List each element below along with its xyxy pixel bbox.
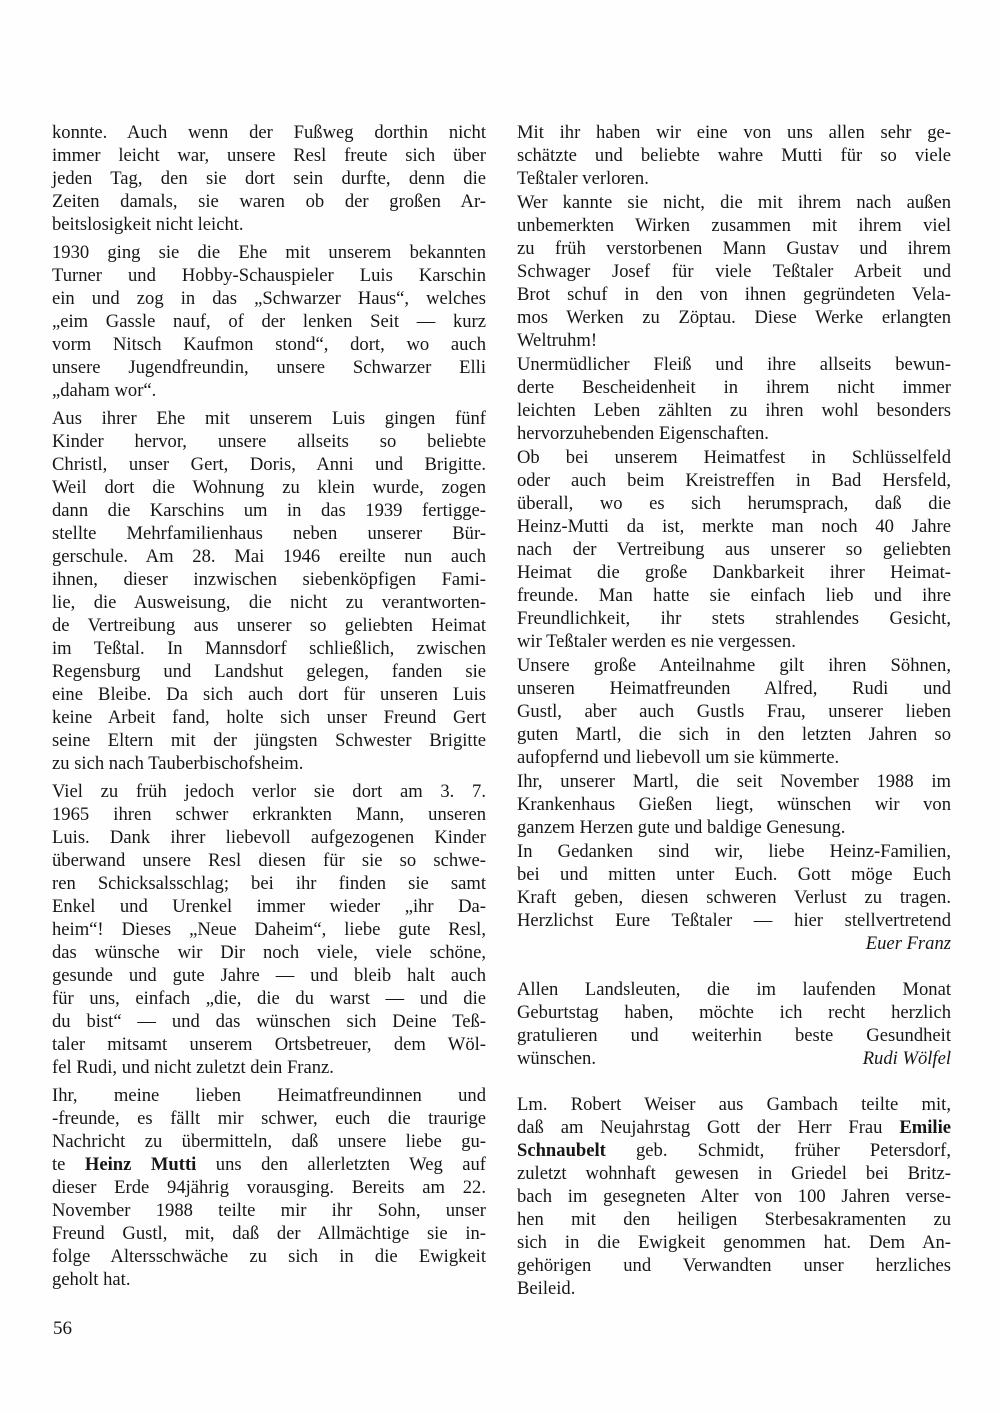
text-line: zu früh verstorbenen Mann Gustav und ihrem xyxy=(517,238,951,259)
text-line: „daham wor“. xyxy=(52,380,157,401)
text-line: Beileid. xyxy=(517,1278,576,1299)
text-line: vorm Nitsch Kaufmon stond“, dort, wo auch xyxy=(52,334,486,355)
text-line: Weil dort die Wohnung zu klein wurde, zogen xyxy=(52,477,486,498)
text-line: Aus ihrer Ehe mit unserem Luis gingen fünf xyxy=(52,408,486,429)
text-line: zuletzt wohnhaft gewesen in Griedel bei Britz- xyxy=(517,1163,951,1184)
text-line xyxy=(517,1047,951,1070)
text-line: oder auch beim Kreistreffen in Bad Hersfeld, xyxy=(517,470,951,491)
text-line: Nachricht zu übermitteln, daß unsere liebe gu- xyxy=(52,1131,486,1152)
text-line: sich in die Ewigkeit genommen hat. Dem An- xyxy=(517,1232,951,1253)
text-line: November 1988 teilte mir ihr Sohn, unser xyxy=(52,1200,486,1221)
text-line: fel Rudi, und nicht zuletzt dein Franz. xyxy=(52,1057,334,1078)
paragraph xyxy=(517,353,951,445)
text-line: unsere Jugendfreundin, unsere Schwarzer Elli xyxy=(52,357,486,378)
paragraph xyxy=(52,241,486,402)
text-line: bei und mitten unter Euch. Gott möge Euch xyxy=(517,864,951,885)
text-line: stellte Mehrfamilienhaus neben unserer Bür- xyxy=(52,523,486,544)
text-line: leichten Leben zählten zu ihren wohl besonders xyxy=(517,400,951,421)
text-line: Mit ihr haben wir eine von uns allen sehr ge- xyxy=(517,122,951,143)
text-run: Emilie xyxy=(899,1117,951,1138)
paragraph xyxy=(517,446,951,653)
text-column-left xyxy=(52,121,486,1291)
text-run: daß am Neujahrstag Gott der Herr Frau xyxy=(517,1117,900,1138)
text-line: Turner und Hobby-Schauspieler Luis Karschin xyxy=(52,265,486,286)
text-line: mos Werken zu Zöptau. Diese Werke erlangten xyxy=(517,307,951,328)
text-line: nach der Vertreibung aus unserer so geliebten xyxy=(517,539,951,560)
text-line: Luis. Dank ihrer liebevoll aufgezogenen Kinder xyxy=(52,827,486,848)
paragraph xyxy=(517,191,951,352)
text-line: gratulieren und weiterhin beste Gesundheit xyxy=(517,1025,951,1046)
text-run: geb. Schmidt, früher Petersdorf, xyxy=(605,1140,951,1161)
text-line xyxy=(517,1116,951,1139)
text-line: Brot schuf in den von ihnen gegründeten Vela- xyxy=(517,284,951,305)
text-line: im Teßtal. In Mannsdorf schließlich, zwischen xyxy=(52,638,486,659)
text-line: das wünsche wir Dir noch viele, viele schöne, xyxy=(52,942,486,963)
text-line: Kraft geben, diesen schweren Verlust zu tragen. xyxy=(517,887,951,908)
text-line xyxy=(517,1139,951,1162)
text-line: folge Altersschwäche zu sich in die Ewigkeit xyxy=(52,1246,486,1267)
text-line: 1965 ihren schwer erkrankten Mann, unseren xyxy=(52,804,486,825)
paragraph xyxy=(517,1093,951,1300)
text-line: keine Arbeit fand, holte sich unser Freund Gert xyxy=(52,707,486,728)
text-line: für uns, einfach „die, die du warst — und die xyxy=(52,988,486,1009)
text-line: ihnen, dieser inzwischen siebenköpfigen Fami- xyxy=(52,569,486,590)
text-line: -freunde, es fällt mir schwer, euch die traurige xyxy=(52,1108,486,1129)
text-line: Herzlichst Eure Teßtaler — hier stellvertretend xyxy=(517,910,951,931)
text-run: te xyxy=(52,1154,85,1175)
text-line: überall, wo es sich herumsprach, daß die xyxy=(517,493,951,514)
text-line: Schwager Josef für viele Teßtaler Arbeit und xyxy=(517,261,951,282)
text-line: Unsere große Anteilnahme gilt ihren Söhnen, xyxy=(517,655,951,676)
text-line: gerschule. Am 28. Mai 1946 ereilte nun auch xyxy=(52,546,486,567)
text-line: Christl, unser Gert, Doris, Anni und Brigitte. xyxy=(52,454,486,475)
text-line: Zeiten damals, sie waren ob der großen Ar- xyxy=(52,191,486,212)
text-line xyxy=(517,932,951,955)
text-line: schätzte und beliebte wahre Mutti für so viele xyxy=(517,145,951,166)
text-line: dieser Erde 94jährig vorausging. Bereits am 22. xyxy=(52,1177,486,1198)
text-line: Viel zu früh jedoch verlor sie dort am 3. 7. xyxy=(52,781,486,802)
text-line: dann die Karschins um in das 1939 fertigge- xyxy=(52,500,486,521)
text-line: Heinz-Mutti da ist, merkte man noch 40 Jahre xyxy=(517,516,951,537)
text-line xyxy=(52,1153,486,1176)
text-line: ein und zog in das „Schwarzer Haus“, welches xyxy=(52,288,486,309)
text-run: Rudi Wölfel xyxy=(862,1048,951,1069)
text-line: freunde. Man hatte sie einfach lieb und ihre xyxy=(517,585,951,606)
split-left xyxy=(517,1047,596,1070)
text-line: geholt hat. xyxy=(52,1269,131,1290)
paragraph xyxy=(52,1084,486,1291)
text-line: taler mitsamt unserem Ortsbetreuer, dem Wöl- xyxy=(52,1034,486,1055)
text-line: unseren Heimatfreunden Alfred, Rudi und xyxy=(517,678,951,699)
text-line: Unermüdlicher Fleiß und ihre allseits bewun- xyxy=(517,354,951,375)
text-line: Allen Landsleuten, die im laufenden Monat xyxy=(517,979,951,1000)
text-line: eine Bleibe. Da sich auch dort für unseren Luis xyxy=(52,684,486,705)
text-line: Ihr, meine lieben Heimatfreundinnen und xyxy=(52,1085,486,1106)
paragraph xyxy=(52,407,486,775)
text-line: Lm. Robert Weiser aus Gambach teilte mit, xyxy=(517,1094,951,1115)
text-line: immer leicht war, unsere Resl freute sich über xyxy=(52,145,486,166)
paragraph xyxy=(517,978,951,1070)
text-line: Freund Gustl, mit, daß der Allmächtige sie in- xyxy=(52,1223,486,1244)
text-line: Gustl, aber auch Gustls Frau, unserer lieben xyxy=(517,701,951,722)
text-line: zu sich nach Tauberbischofsheim. xyxy=(52,753,304,774)
text-line: jeden Tag, den sie dort sein durfte, denn die xyxy=(52,168,486,189)
paragraph xyxy=(52,121,486,236)
text-line: Weltruhm! xyxy=(517,330,598,351)
text-column-right xyxy=(517,121,951,1300)
text-run: uns den allerletzten Weg auf xyxy=(196,1154,486,1175)
paragraph xyxy=(517,840,951,955)
text-line: du bist“ — und das wünschen sich Deine Teß- xyxy=(52,1011,486,1032)
text-line: Enkel und Urenkel immer wieder „ihr Da- xyxy=(52,896,486,917)
text-line: de Vertreibung aus unserer so geliebten Heimat xyxy=(52,615,486,636)
text-line: „eim Gassle nauf, of der lenken Seit — kurz xyxy=(52,311,486,332)
text-line: konnte. Auch wenn der Fußweg dorthin nicht xyxy=(52,122,486,143)
paragraph xyxy=(517,654,951,769)
text-line: guten Martl, die sich in den letzten Jahren so xyxy=(517,724,951,745)
text-line: Regensburg und Landshut gelegen, fanden sie xyxy=(52,661,486,682)
text-line: Heimat die große Dankbarkeit ihrer Heimat- xyxy=(517,562,951,583)
page-number: 56 xyxy=(53,1318,72,1339)
text-line: überwand unsere Resl diesen für sie so schwe- xyxy=(52,850,486,871)
text-line: hen mit den heiligen Sterbesakramenten zu xyxy=(517,1209,951,1230)
paragraph xyxy=(517,121,951,190)
paragraph xyxy=(517,770,951,839)
text-line: aufopfernd und liebevoll um sie kümmerte. xyxy=(517,747,840,768)
text-run: wünschen. xyxy=(517,1048,597,1069)
text-line: bach im gesegneten Alter von 100 Jahren verse- xyxy=(517,1186,951,1207)
text-line: Freundlichkeit, ihr stets strahlendes Gesicht, xyxy=(517,608,951,629)
text-line: ganzem Herzen gute und baldige Genesung. xyxy=(517,817,846,838)
paragraph xyxy=(52,780,486,1079)
text-line: unbemerkten Wirken zusammen mit ihrem viel xyxy=(517,215,951,236)
text-line: 1930 ging sie die Ehe mit unserem bekannten xyxy=(52,242,486,263)
text-run: Schnaubelt xyxy=(517,1140,606,1161)
text-line: ren Schicksalsschlag; bei ihr finden sie samt xyxy=(52,873,486,894)
text-line: Kinder hervor, unsere allseits so beliebte xyxy=(52,431,486,452)
text-line: gesunde und gute Jahre — und bleib halt auch xyxy=(52,965,486,986)
text-line: Krankenhaus Gießen liegt, wünschen wir von xyxy=(517,794,951,815)
text-line: Ob bei unserem Heimatfest in Schlüsselfeld xyxy=(517,447,951,468)
split-right xyxy=(863,1047,951,1070)
text-line: gehörigen und Verwandten unser herzliches xyxy=(517,1255,951,1276)
text-line: wir Teßtaler werden es nie vergessen. xyxy=(517,631,796,652)
text-line: beitslosigkeit nicht leicht. xyxy=(52,214,244,235)
text-line: heim“! Dieses „Neue Daheim“, liebe gute Resl, xyxy=(52,919,486,940)
text-line: seine Eltern mit der jüngsten Schwester Brigitte xyxy=(52,730,486,751)
text-line: lie, die Ausweisung, die nicht zu verantworten- xyxy=(52,592,486,613)
text-line: Ihr, unserer Martl, die seit November 1988 im xyxy=(517,771,951,792)
text-line: derte Bescheidenheit in ihrem nicht immer xyxy=(517,377,951,398)
text-run: Euer Franz xyxy=(865,933,951,954)
text-line: Teßtaler verloren. xyxy=(517,168,649,189)
text-line: hervorzuhebenden Eigenschaften. xyxy=(517,423,769,444)
text-line: Wer kannte sie nicht, die mit ihrem nach außen xyxy=(517,192,951,213)
text-line: Geburtstag haben, möchte ich recht herzlich xyxy=(517,1002,951,1023)
text-run: Heinz Mutti xyxy=(84,1154,197,1175)
text-line: In Gedanken sind wir, liebe Heinz-Familien, xyxy=(517,841,951,862)
